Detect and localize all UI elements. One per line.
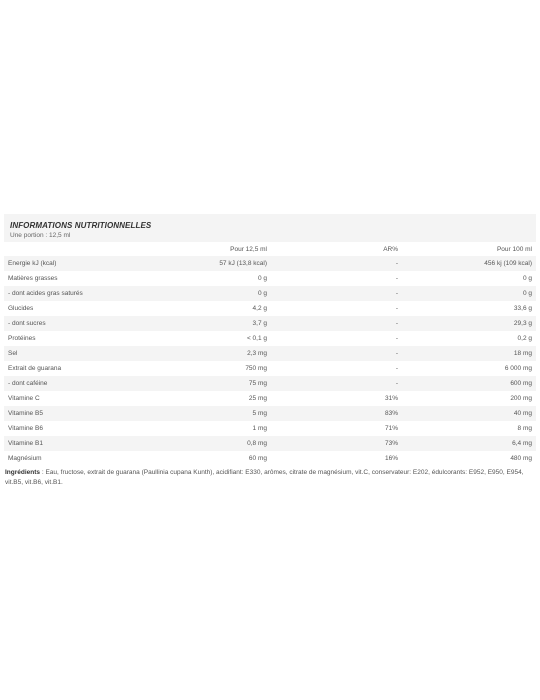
nutrient-label: Extrait de guarana [8,365,62,372]
per-portion-value: 750 mg [245,365,267,372]
panel-header [4,214,536,242]
per-100ml-value: 6 000 mg [504,365,532,372]
nutrient-label: - dont acides gras saturés [4,286,214,301]
ar-value: - [271,346,402,361]
nutrient-label: Magnésium [8,455,42,462]
ar-value: - [395,305,398,312]
ar-value: 83% [271,406,402,421]
nutrient-label: Sel [4,346,214,361]
nutrient-label: Vitamine B1 [4,436,214,451]
ingredients-label: Ingrédients [5,469,41,476]
nutrition-table [4,242,536,466]
ar-value: 16% [384,455,398,462]
ingredients-list: : Eau, fructose, extrait de guarana (Paullinia cupana Kunth), acidifiant: E330, arômes, citrate de magnésium, vit.C, conservateur: E202, édulcorants: E952, E950, E954, vit.B5, vit.B6, vit.B1. [5,469,524,486]
portion-size: Une portion : 12,5 ml [10,232,71,239]
per-100ml-value: 456 kj (109 kcal) [402,256,536,271]
table-body [4,256,536,466]
per-100ml-value: 480 mg [510,455,532,462]
ar-value: - [395,365,398,372]
ar-value: 31% [384,395,398,402]
per-portion-value: 0 g [214,286,271,301]
per-portion-value: < 0,1 g [246,335,267,342]
nutrient-label: - dont sucres [4,316,214,331]
ar-value: - [395,275,398,282]
table-row [4,361,536,376]
per-portion-value: 1 mg [252,425,267,432]
header-ar: AR% [271,242,402,256]
table-row [4,316,536,331]
table-row [4,391,536,406]
table-row [4,271,536,286]
per-portion-value: 57 kJ (13,8 kcal) [214,256,271,271]
ar-value: 73% [271,436,402,451]
ingredients-text [5,468,531,487]
ar-value: - [271,376,402,391]
nutrient-label: Vitamine B5 [4,406,214,421]
header-per-100ml: Pour 100 ml [402,242,536,256]
table-row [4,286,536,301]
per-portion-value: 75 mg [214,376,271,391]
table-row [4,256,536,271]
per-portion-value: 60 mg [248,455,267,462]
table-row [4,421,536,436]
per-100ml-value: 8 mg [517,425,532,432]
per-portion-value: 0,8 mg [214,436,271,451]
ar-value: - [271,256,402,271]
nutrient-label: Vitamine B6 [8,425,43,432]
per-portion-value: 5 mg [214,406,271,421]
table-row [4,436,536,451]
nutrient-label: Energie kJ (kcal) [4,256,214,271]
per-100ml-value: 6,4 mg [402,436,536,451]
table-row [4,406,536,421]
nutrient-label: Matières grasses [8,275,58,282]
table-row [4,376,536,391]
ar-value: - [271,316,402,331]
nutrition-panel [4,214,536,466]
header-nutrient [4,242,214,256]
header-per-portion: Pour 12,5 ml [214,242,271,256]
per-100ml-value: 0 g [402,286,536,301]
per-100ml-value: 29,3 g [402,316,536,331]
per-100ml-value: 0,2 g [517,335,532,342]
nutrient-label: Protéines [8,335,36,342]
per-portion-value: 4,2 g [252,305,267,312]
per-portion-value: 0 g [257,275,267,282]
ar-value: - [395,335,398,342]
per-portion-value: 2,3 mg [214,346,271,361]
per-100ml-value: 0 g [522,275,532,282]
table-row [4,301,536,316]
nutrient-label: - dont caféine [4,376,214,391]
per-100ml-value: 200 mg [510,395,532,402]
per-portion-value: 3,7 g [214,316,271,331]
per-100ml-value: 18 mg [402,346,536,361]
table-header-row [4,242,536,256]
per-100ml-value: 40 mg [402,406,536,421]
per-100ml-value: 33,6 g [513,305,532,312]
nutrient-label: Vitamine C [8,395,40,402]
table-row [4,331,536,346]
ar-value: 71% [384,425,398,432]
table-row [4,451,536,466]
table-row [4,346,536,361]
panel-title: INFORMATIONS NUTRITIONNELLES [10,221,152,230]
per-portion-value: 25 mg [248,395,267,402]
ar-value: - [271,286,402,301]
nutrient-label: Glucides [8,305,34,312]
per-100ml-value: 600 mg [402,376,536,391]
